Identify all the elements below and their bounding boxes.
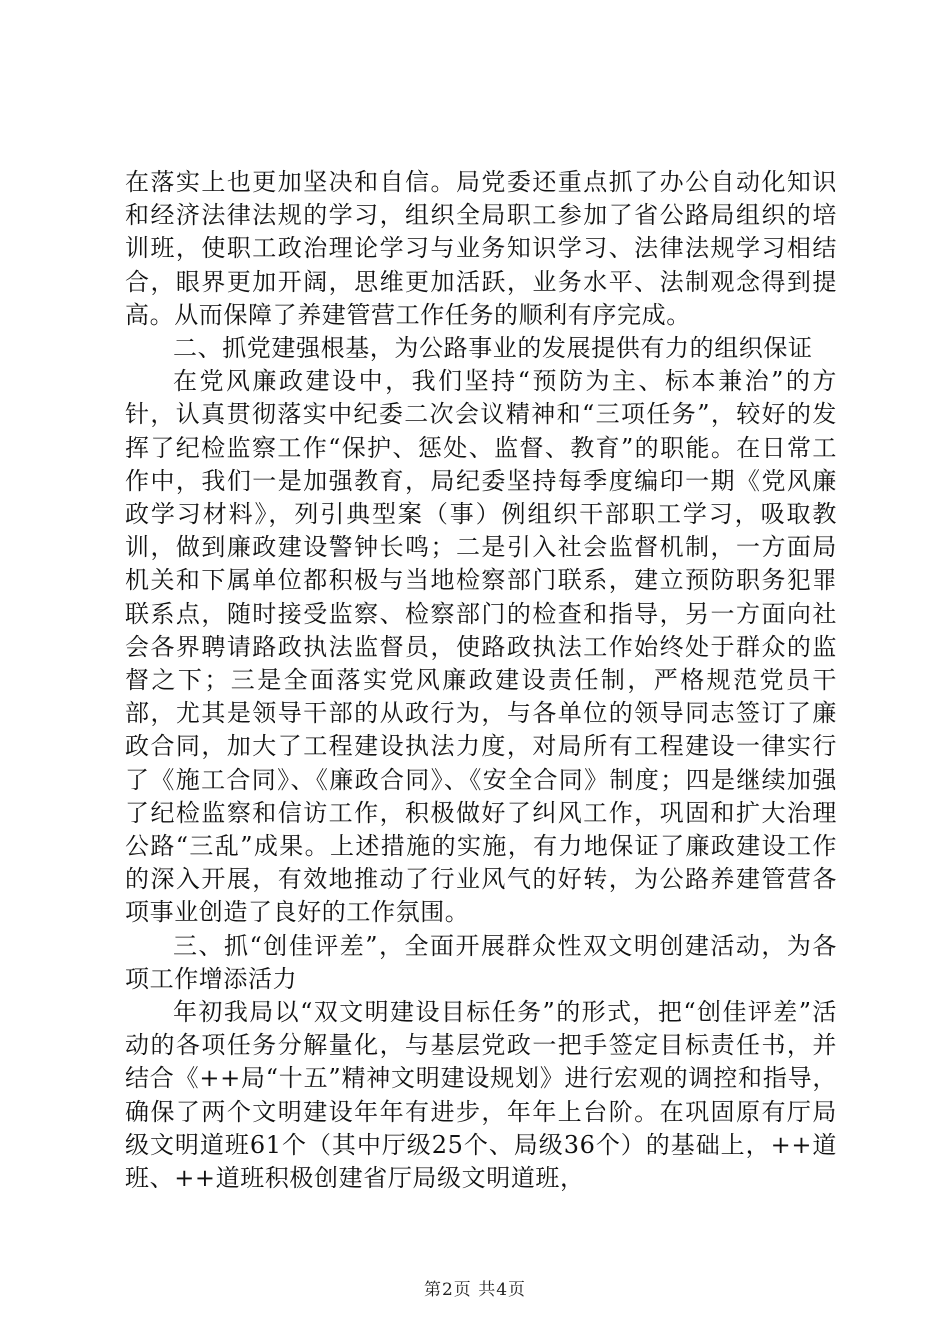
section-heading-2: 二、抓党建强根基，为公路事业的发展提供有力的组织保证 [173,334,813,363]
section-heading-3: 三、抓“创佳评差”，全面开展群众性双文明创建活动，为各项工作增添活力 [125,931,837,993]
paragraph-continuation: 在落实上也更加坚决和自信。局党委还重点抓了办公自动化知识和经济法律法规的学习，组织全局职工参加了省公路局组织的培训班，使职工政治理论学习与业务知识学习、法律法规学习相结合，眼界更加开阔，思维更加活跃，业务水平、法制观念得到提高。从而保障了养建管营工作任务的顺利有序完成。 [125,168,837,329]
paragraph-party-integrity: 在党风廉政建设中，我们坚持“预防为主、标本兼治”的方针，认真贯彻落实中纪委二次会议精神和“三项任务”，较好的发挥了纪检监察工作“保护、惩处、监督、教育”的职能。在日常工作中，我们一是加强教育，局纪委坚持每季度编印一期《党风廉政学习材料》，列引典型案（事）例组织干部职工学习，吸取教训，做到廉政建设警钟长鸣；二是引入社会监督机制，一方面局机关和下属单位都积极与当地检察部门联系，建立预防职务犯罪联系点，随时接受监察、检察部门的检查和指导，另一方面向社会各界聘请路政执法监督员，使路政执法工作始终处于群众的监督之下；三是全面落实党风廉政建设责任制，严格规范党员干部，尤其是领导干部的从政行为，与各单位的领导同志签订了廉政合同，加大了工程建设执法力度，对局所有工程建设一律实行了《施工合同》、《廉政合同》、《安全合同》制度；四是继续加强了纪检监察和信访工作，积极做好了纠风工作，巩固和扩大治理公路“三乱”成果。上述措施的实施，有力地保证了廉政建设工作的深入开展，有效地推动了行业风气的好转，为公路养建管营各项事业创造了良好的工作氛围。 [125,367,837,927]
paragraph-civilization-building: 年初我局以“双文明建设目标任务”的形式，把“创佳评差”活动的各项任务分解量化，与基层党政一把手签定目标责任书，并结合《++局“十五”精神文明建设规划》进行宏观的调控和指导，确保了两个文明建设年年有进步，年年上台阶。在巩固原有厅局级文明道班61个（其中厅级25个、局级36个）的基础上，++道班、++道班积极创建省厅局级文明道班， [125,998,837,1193]
page-footer: 第2页 共4页 [423,1280,527,1300]
body-text [125,166,837,1195]
